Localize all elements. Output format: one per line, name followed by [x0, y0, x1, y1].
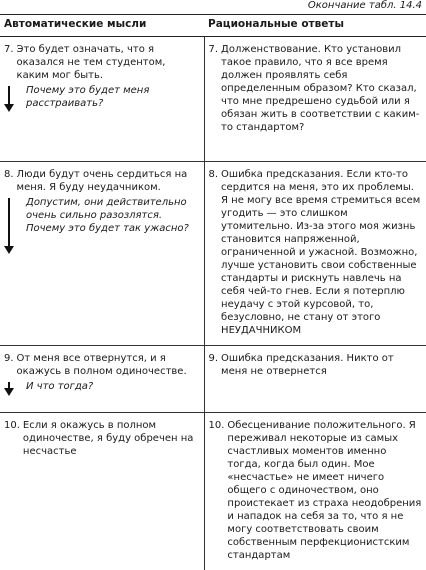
answer-cell	[204, 346, 426, 413]
thought-number: 8.	[4, 168, 17, 194]
thought-cell	[0, 162, 204, 346]
answer-text: Ошибка предсказания. Никто от меня не отвернется	[221, 352, 422, 378]
table-caption: Окончание табл. 14.4	[308, 0, 422, 12]
header-automatic-thoughts: Автоматические мысли	[0, 15, 204, 37]
thought-number: 10.	[4, 419, 23, 458]
header-rational-responses: Рациональные ответы	[204, 15, 426, 37]
down-arrow-icon	[4, 196, 26, 266]
answer-number: 10.	[209, 419, 228, 562]
answer-number: 9.	[209, 352, 222, 378]
answer-cell	[204, 37, 426, 162]
down-arrow-icon	[4, 84, 26, 114]
table-row	[0, 413, 426, 570]
thought-cell	[0, 413, 204, 570]
table-header-row	[0, 15, 426, 37]
table-row	[0, 162, 426, 346]
thoughts-table	[0, 14, 426, 570]
table-row	[0, 346, 426, 413]
table-row	[0, 37, 426, 162]
thought-cell	[0, 346, 204, 413]
question-text: Допустим, они действительно очень сильно разозлятся. Почему это будет так ужасно?	[26, 196, 200, 266]
thought-text: От меня все отвернутся, и я окажусь в полном одиночестве.	[17, 352, 200, 378]
answer-cell	[204, 162, 426, 346]
thought-cell	[0, 37, 204, 162]
answer-number: 7.	[209, 43, 222, 134]
down-arrow-icon	[4, 380, 26, 396]
answer-text: Ошибка предсказания. Если кто-то сердится на меня, это их проблемы. Я не могу все время стремиться всем угодить — это слишком утомительно. Из-за этого моя жизнь становится напряженной, ограниченной и ужасной. Возможно, лучше установить свои собственные стандарты и рискнуть навлечь на себя чей-то гнев. Если я потерплю неудачу с этой курсовой, то, безусловно, не стану от этого НЕУДАЧНИКОМ	[221, 168, 422, 337]
answer-number: 8.	[209, 168, 222, 337]
thought-text: Если я окажусь в полном одиночестве, я буду обречен на несчастье	[23, 419, 200, 458]
thought-text: Это будет означать, что я оказался не тем студентом, каким мог быть.	[17, 43, 200, 82]
answer-text: Долженствование. Кто установил такое правило, что я все время должен проявлять себя определенным образом? Кто сказал, что мне предрешено судьбой или я обязан жить в соответствии с каким-то стандартом?	[221, 43, 422, 134]
thought-number: 7.	[4, 43, 17, 82]
thought-number: 9.	[4, 352, 17, 378]
question-text: Почему это будет меня расстраивать?	[26, 84, 200, 114]
thought-text: Люди будут очень сердиться на меня. Я буду неудачником.	[17, 168, 200, 194]
answer-text: Обесценивание положительного. Я переживал некоторые из самых счастливых моментов именно тогда, когда был один. Мое «несчастье» не имеет ничего общего с одиночеством, оно проистекает из страха неодобрения и нападок на себя за то, что я не могу соответствовать своим собственным перфекционистским стандартам	[227, 419, 422, 562]
question-text: И что тогда?	[26, 380, 200, 396]
answer-cell	[204, 413, 426, 570]
